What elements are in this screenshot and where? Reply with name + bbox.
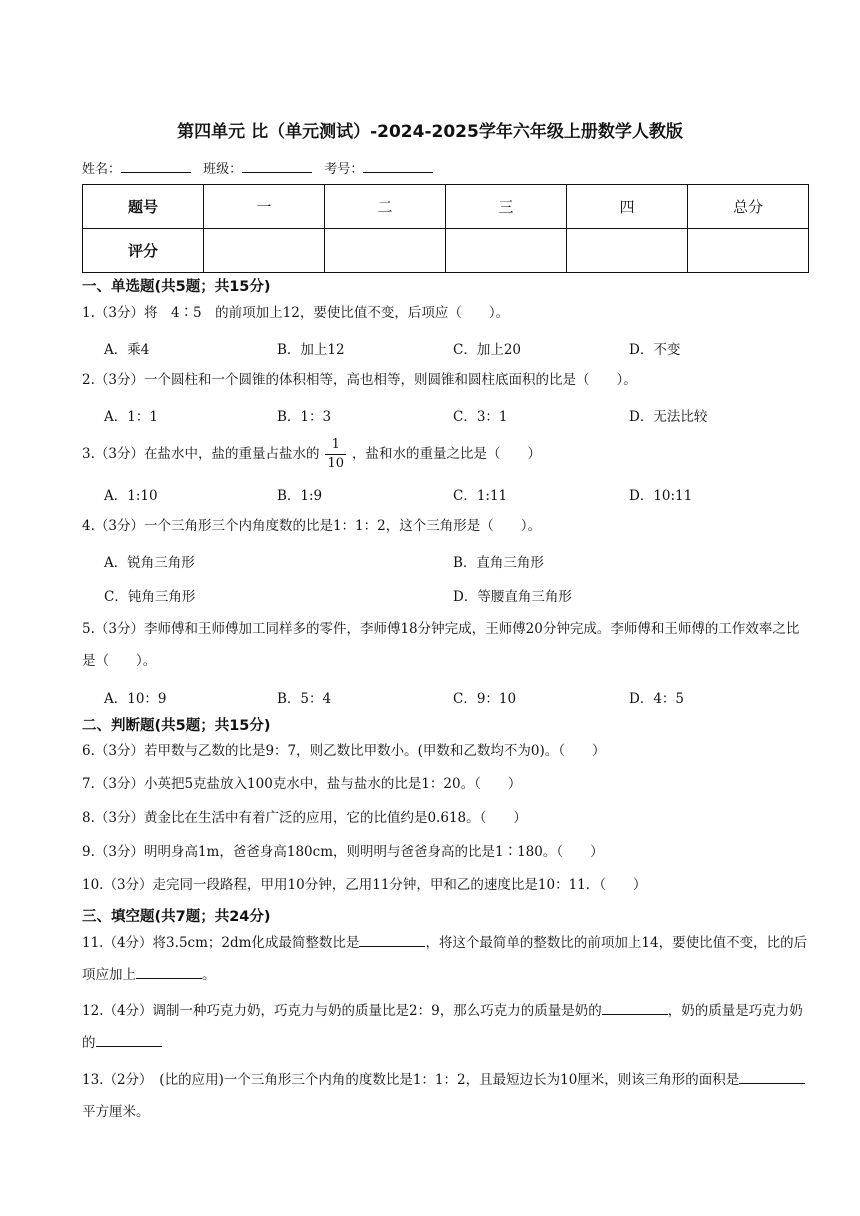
section-heading-single-choice: 一、单选题(共5题；共15分): [82, 279, 271, 295]
question-5: 5.（3分）李师傅和王师傅加工同样多的零件，李师傅18分钟完成，王师傅20分钟完成。李师傅和王师傅的工作效率之比是（ ）。: [82, 621, 800, 669]
score-cell[interactable]: [325, 229, 446, 273]
option-b[interactable]: B．1：3: [277, 409, 332, 425]
answer-blank[interactable]: [136, 964, 202, 979]
question-9: 9.（3分）明明身高1m，爸爸身高180cm，则明明与爸爸身高的比是1∶180。（ ）: [82, 844, 604, 860]
score-header-cell: 二: [325, 185, 446, 229]
exam-no-blank[interactable]: [363, 160, 433, 173]
option-d[interactable]: D．4：5: [629, 691, 685, 707]
question-3-text-post: ，盐和水的重量之比是（ ）: [352, 446, 542, 462]
question-10: 10.（3分）走完同一段路程，甲用10分钟，乙用11分钟，甲和乙的速度比是10：11．（ ）: [82, 877, 647, 893]
option-d[interactable]: D．无法比较: [629, 409, 708, 425]
score-table: [82, 184, 809, 273]
question-11-text-b: ，将这个最简单的整数比的前项加上14，要使比值不变，比的后项应加上: [82, 935, 808, 983]
option-d[interactable]: D．等腰直角三角形: [453, 589, 572, 605]
option-c[interactable]: C．1:11: [453, 488, 508, 504]
question-12-text-a: 12.（4分）调制一种巧克力奶，巧克力与奶的质量比是2：9，那么巧克力的质量是奶的: [82, 1003, 602, 1019]
question-12: [82, 995, 810, 1059]
score-header-cell: 总分: [688, 185, 809, 229]
student-info-line: [82, 158, 441, 177]
question-2: 2.（3分）一个圆柱和一个圆锥的体积相等，高也相等，则圆锥和圆柱底面积的比是（ ）。: [82, 372, 637, 388]
option-b[interactable]: B．5：4: [277, 691, 332, 707]
option-b[interactable]: B．加上12: [277, 342, 345, 358]
score-cell[interactable]: [204, 229, 325, 273]
option-d[interactable]: D．10:11: [629, 488, 693, 504]
question-6: 6.（3分）若甲数与乙数的比是9：7，则乙数比甲数小。(甲数和乙数均不为0)。（ ）: [82, 743, 606, 759]
name-blank[interactable]: [121, 160, 191, 173]
page-title: 第四单元 比（单元测试）-2024-2025学年六年级上册数学人教版: [177, 122, 683, 142]
answer-blank[interactable]: [739, 1069, 805, 1084]
option-c[interactable]: C．加上20: [453, 342, 522, 358]
option-c[interactable]: C．9：10: [453, 691, 517, 707]
option-d[interactable]: D．不变: [629, 342, 681, 358]
score-header-cell: 题号: [83, 185, 204, 229]
score-cell[interactable]: [688, 229, 809, 273]
score-cell[interactable]: [567, 229, 688, 273]
fraction-denominator: 10: [327, 456, 345, 471]
option-b[interactable]: B．1:9: [277, 488, 323, 504]
question-3: [82, 434, 810, 474]
fraction-numerator: 1: [325, 436, 346, 455]
answer-blank[interactable]: [602, 1000, 668, 1015]
question-8: 8.（3分）黄金比在生活中有着广泛的应用，它的比值约是0.618。（ ）: [82, 810, 527, 826]
option-a[interactable]: A．1：1: [104, 409, 158, 425]
section-heading-fill-in: 三、填空题(共7题；共24分): [82, 909, 271, 925]
fraction: [325, 436, 346, 473]
class-label: 班级：: [203, 162, 243, 177]
option-a[interactable]: A．10：9: [104, 691, 167, 707]
option-c[interactable]: C．3：1: [453, 409, 508, 425]
question-13-text-b: 平方厘米。: [82, 1104, 150, 1120]
exam-no-label: 考号：: [324, 162, 364, 177]
score-table-score-row: [83, 229, 809, 273]
answer-blank[interactable]: [359, 932, 425, 947]
option-a[interactable]: A．1:10: [104, 488, 158, 504]
name-label: 姓名：: [82, 162, 122, 177]
question-11-text-c: 。: [202, 967, 216, 983]
question-1: 1.（3分）将 4∶5 的前项加上12，要使比值不变，后项应（ ）。: [82, 305, 510, 321]
answer-blank[interactable]: [96, 1032, 162, 1047]
option-c[interactable]: C．钝角三角形: [104, 589, 196, 605]
score-header-cell: 四: [567, 185, 688, 229]
class-blank[interactable]: [242, 160, 312, 173]
question-13: [82, 1064, 810, 1128]
section-heading-true-false: 二、判断题(共5题；共15分): [82, 718, 271, 734]
question-4: 4.（3分）一个三角形三个内角度数的比是1：1：2，这个三角形是（ ）。: [82, 518, 541, 534]
question-13-text-a: 13.（2分） (比的应用)一个三角形三个内角的度数比是1：1：2，且最短边长为10厘米，则该三角形的面积是: [82, 1072, 740, 1088]
score-row-label: 评分: [83, 229, 204, 273]
option-a[interactable]: A．乘4: [104, 342, 150, 358]
question-3-text-pre: 3.（3分）在盐水中，盐的重量占盐水的: [82, 446, 320, 462]
score-header-cell: 一: [204, 185, 325, 229]
option-b[interactable]: B．直角三角形: [453, 555, 544, 571]
question-12-text-b: ，奶的质量是巧克力奶的: [82, 1003, 803, 1051]
score-table-header-row: [83, 185, 809, 229]
option-a[interactable]: A．锐角三角形: [104, 555, 195, 571]
question-7: 7.（3分）小英把5克盐放入100克水中，盐与盐水的比是1：20。（ ）: [82, 776, 522, 792]
score-cell[interactable]: [446, 229, 567, 273]
question-11-text-a: 11.（4分）将3.5cm；2dm化成最简整数比是: [82, 935, 360, 951]
question-11: [82, 927, 810, 991]
score-header-cell: 三: [446, 185, 567, 229]
